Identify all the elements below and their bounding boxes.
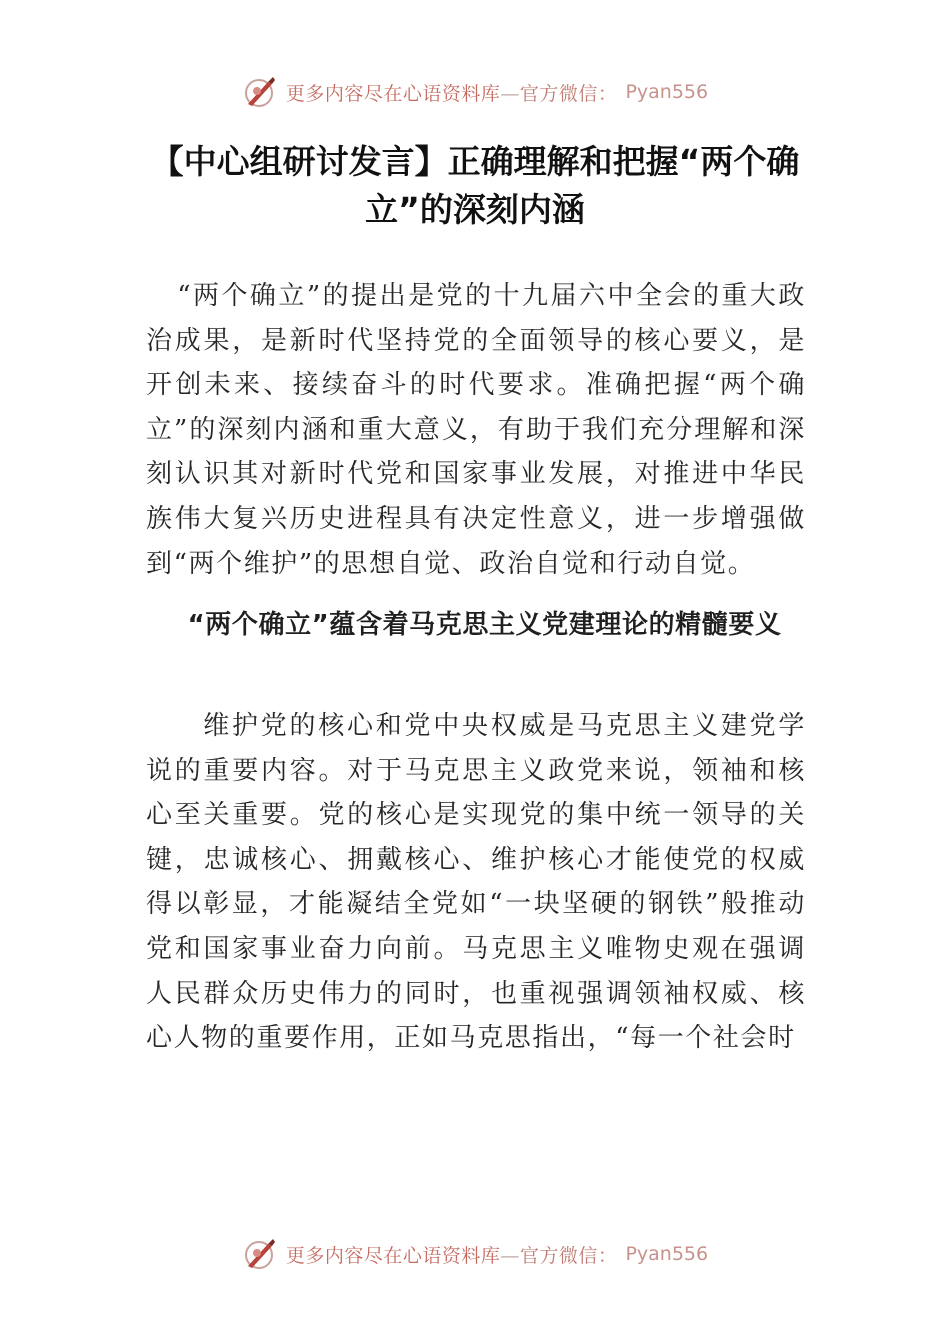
watermark-text [286,79,618,106]
header-watermark [0,72,950,112]
watermark-brand: 更多内容尽在心语资料库 [285,82,501,105]
section-heading: “两个确立”蕴含着马克思主义党建理论的精髓要义 [187,610,782,640]
watermark-wechat-label: 官方微信： [519,1244,618,1267]
watermark-wechat-id: Pyan556 [625,81,709,103]
watermark-wechat-id: Pyan556 [625,1243,709,1265]
watermark-brand: 更多内容尽在心语资料库 [285,1244,501,1267]
body-paragraph: 维护党的核心和党中央权威是马克思主义建党学说的重要内容。对于马克思主义政党来说，领袖和核心至关重要。党的核心是实现党的集中统一领导的关键，忠诚核心、拥戴核心、维护核心才能使党的权威得以彰显，才能凝结全党如“一块坚硬的钢铁”般推动党和国家事业奋力向前。马克思主义唯物史观在强调人民群众历史伟力的同时，也重视强调领袖权威、核心人物的重要作用，正如马克思指出，“每一个社会时 [146,711,806,1054]
pen-logo-icon [242,1236,278,1272]
watermark-separator: — [500,82,520,105]
footer-watermark [0,1234,950,1274]
pen-logo-icon [242,74,278,110]
document-title: 【中心组研讨发言】正确理解和把握“两个确立”的深刻内涵 [150,142,800,229]
watermark-separator: — [500,1244,520,1267]
watermark-wechat-label: 官方微信： [519,82,618,105]
intro-paragraph: “两个确立”的提出是党的十九届六中全会的重大政治成果，是新时代坚持党的全面领导的核心要义，是开创未来、接续奋斗的时代要求。准确把握“两个确立”的深刻内涵和重大意义，有助于我们充分理解和深刻认识其对新时代党和国家事业发展，对推进中华民族伟大复兴历史进程具有决定性意义，进一步增强做到“两个维护”的思想自觉、政治自觉和行动自觉。 [146,281,806,579]
watermark-text [286,1241,618,1268]
